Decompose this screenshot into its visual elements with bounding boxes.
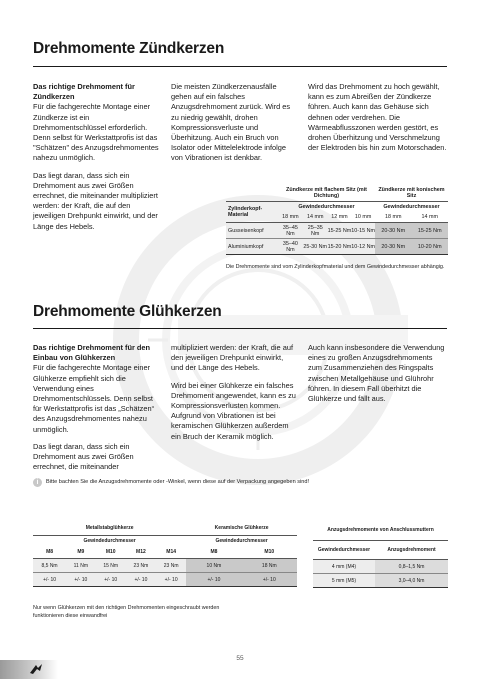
torque-cell: 20-30 Nm bbox=[375, 223, 411, 239]
header-conical-seat: Zündkerze mit konischem Sitz bbox=[375, 184, 448, 202]
size-cell: M8 bbox=[33, 546, 66, 559]
tolerance-cell: +/- 10 bbox=[33, 573, 66, 587]
spark-plug-torque-table bbox=[226, 184, 448, 255]
tolerance-cell: +/- 10 bbox=[126, 573, 156, 587]
thread-cell: 4 mm (M4) bbox=[313, 560, 375, 574]
size-cell: M14 bbox=[156, 546, 186, 559]
diameter-cell: 18 mm bbox=[375, 212, 411, 223]
tolerance-cell: +/- 10 bbox=[96, 573, 126, 587]
header-thread-diameter-flat: Gewindedurchmesser bbox=[298, 204, 355, 210]
torque-cell: 10-15 Nm bbox=[351, 223, 375, 239]
spark-heading: Das richtige Drehmoment für Zündkerzen bbox=[33, 82, 135, 102]
spark-col-2 bbox=[171, 82, 298, 171]
info-note: Bitte bachten Sie die Anzugsdrehmomente oder -Winkel, wenn diese auf der Verpackung angegeben sind! bbox=[46, 479, 310, 485]
header-torque: Anzugsdrehmoment bbox=[375, 541, 448, 560]
title-rule bbox=[33, 328, 447, 329]
size-cell: M10 bbox=[96, 546, 126, 559]
glow-col-3 bbox=[308, 343, 448, 411]
header-flat-seat: Zündkerze mit flachem Sitz (mit Dichtung) bbox=[278, 184, 375, 202]
info-icon: i bbox=[33, 478, 42, 487]
glow-col2-para2: Wird bei einer Glühkerze ein falsches Drehmoment angewendet, kann es zu Kompressionsverlusten kommen. Aufgrund von Vibrationen ist bei keramischen Glühkerzen außerdem ein Bruch der Keramik möglich. bbox=[171, 380, 296, 441]
diameter-cell: 18 mm bbox=[278, 212, 303, 223]
torque-cell: 23 Nm bbox=[126, 559, 156, 573]
spark-col1-para1: Für die fachgerechte Montage einer Zündkerze ist ein Drehmomentschlüssel erforderlich. Denn selbst für Werkstattprofis ist das "Schätzen" des Anzugsdrehmomentes nahezu unmöglich. bbox=[33, 102, 159, 163]
spark-col-3 bbox=[308, 82, 448, 160]
torque-cell: 15 Nm bbox=[96, 559, 126, 573]
table-row bbox=[313, 560, 448, 574]
size-cell: M10 bbox=[242, 546, 297, 559]
spark-col3-para: Wird das Drehmoment zu hoch gewählt, kann es zum Abreißen der Zündkerze führen. Auch kann das Gehäuse sich dehnen oder verdrehen. Die Wärmeabflusszonen werden gestört, es drohen Überhitzung und Verschmelzung der Elektroden bis hin zum Motorschaden. bbox=[308, 82, 447, 153]
brand-logo-icon bbox=[28, 662, 44, 676]
page-number: 55 bbox=[236, 655, 244, 662]
torque-cell: 18 Nm bbox=[242, 559, 297, 573]
tolerance-cell: +/- 10 bbox=[186, 573, 241, 587]
section-title-spark-plugs: Drehmomente Zündkerzen bbox=[33, 40, 225, 57]
torque-cell: 15-20 Nm bbox=[328, 239, 352, 255]
torque-cell: 15-25 Nm bbox=[411, 223, 448, 239]
torque-cell: 23 Nm bbox=[156, 559, 186, 573]
header-thread-diameter-metal: Gewindedurchmesser bbox=[83, 538, 136, 544]
header-cylinder-head-material: Zylinderkopf-Material bbox=[226, 202, 278, 223]
torque-cell: 3,0–4,0 Nm bbox=[375, 574, 448, 588]
glow-col-2 bbox=[171, 343, 296, 449]
terminal-nut-torque-table bbox=[313, 520, 448, 588]
spark-col2-para: Die meisten Zündkerzenausfälle gehen auf ein falsches Anzugsdrehmoment zurück. Wird es zu niedrig gewählt, drohen Kompressionsverluste und Überhitzung. Auch ein Bruch von Isolator oder Mittelelektrode infolge von Vibrationen ist denkbar. bbox=[171, 82, 291, 163]
glow-heading: Das richtige Drehmoment für den Einbau von Glühkerzen bbox=[33, 343, 151, 363]
table-row bbox=[33, 573, 297, 587]
torque-cell: 25–35 Nm bbox=[303, 223, 328, 239]
header-thread-diameter-conical: Gewindedurchmesser bbox=[383, 204, 440, 210]
torque-cell: 25-30 Nm bbox=[303, 239, 328, 255]
torque-cell: 10-12 Nm bbox=[351, 239, 375, 255]
tolerance-cell: +/- 10 bbox=[242, 573, 297, 587]
size-cell: M9 bbox=[66, 546, 95, 559]
table-row bbox=[226, 223, 448, 239]
header-ceramic-glow-plug: Keramische Glühkerze bbox=[186, 520, 297, 536]
diameter-cell: 10 mm bbox=[351, 212, 375, 223]
torque-cell: 10 Nm bbox=[186, 559, 241, 573]
size-cell: M8 bbox=[186, 546, 241, 559]
row-label: Gusseisenkopf bbox=[226, 223, 278, 239]
torque-cell: 35–40 Nm bbox=[278, 239, 303, 255]
glow-col1-para1: Für die fachgerechte Montage einer Glühkerze empfiehlt sich die Verwendung eines Drehmomentschlüssels. Denn selbst für Werkstattprofis ist das „Schätzen“ des Anzugsdrehmomentes nahezu unmöglich. bbox=[33, 363, 155, 434]
torque-cell: 15-25 Nm bbox=[328, 223, 352, 239]
size-cell: M12 bbox=[126, 546, 156, 559]
diameter-cell: 14 mm bbox=[411, 212, 448, 223]
header-thread-diameter-ceramic: Gewindedurchmesser bbox=[215, 538, 268, 544]
spark-col1-para2: Das liegt daran, dass sich ein Drehmoment aus zwei Größen errechnet, die miteinander multipliziert werden: der Kraft, die auf den jeweiligen Drehpunkt einwirkt, und der Länge des Hebels. bbox=[33, 170, 158, 231]
title-rule bbox=[33, 66, 447, 67]
section-title-glow-plugs: Drehmomente Glühkerzen bbox=[33, 303, 222, 320]
table-row bbox=[33, 559, 297, 573]
glow-plug-torque-table bbox=[33, 520, 297, 587]
glow-col2-para1: multipliziert werden: der Kraft, die auf den jeweiligen Drehpunkt einwirkt, und der Länge des Hebels. bbox=[171, 343, 293, 373]
glow-col-1 bbox=[33, 343, 161, 479]
tolerance-cell: +/- 10 bbox=[66, 573, 95, 587]
glow-col3-para: Auch kann insbesondere die Verwendung eines zu großen Anzugsdrehmoments zum Zusammenziehen des Ringspalts zwischen Metallgehäuse und Glührohr führen. In diesem Fall überhitzt die Glühkerze und fällt aus. bbox=[308, 343, 445, 404]
torque-cell: 10-20 Nm bbox=[411, 239, 448, 255]
spark-col-1 bbox=[33, 82, 161, 239]
header-terminal-nuts: Anzugsdrehmomente von Anschlussmuttern bbox=[313, 520, 448, 541]
diameter-cell: 14 mm bbox=[303, 212, 328, 223]
torque-cell: 0,8–1,5 Nm bbox=[375, 560, 448, 574]
tolerance-cell: +/- 10 bbox=[156, 573, 186, 587]
table-row bbox=[313, 574, 448, 588]
row-label: Aluminiumkopf bbox=[226, 239, 278, 255]
diameter-cell: 12 mm bbox=[328, 212, 352, 223]
header-metal-rod-glow-plug: Metallstabglühkerze bbox=[33, 520, 186, 536]
torque-cell: 35–45 Nm bbox=[278, 223, 303, 239]
table1-note: Die Drehmomente sind vom Zylinderkopfmaterial und dem Gewindedurchmesser abhängig. bbox=[226, 264, 445, 270]
torque-cell: 8,5 Nm bbox=[33, 559, 66, 573]
torque-cell: 11 Nm bbox=[66, 559, 95, 573]
header-thread-diameter: Gewindedurchmesser bbox=[313, 541, 375, 560]
thread-cell: 5 mm (M5) bbox=[313, 574, 375, 588]
bottom-note: Nur wenn Glühkerzen mit den richtigen Drehmomenten eingeschraubt werden funktionieren diese einwandfrei bbox=[33, 605, 220, 619]
torque-cell: 20-30 Nm bbox=[375, 239, 411, 255]
table-row bbox=[226, 239, 448, 255]
glow-col1-para2: Das liegt daran, dass sich ein Drehmoment aus zwei Größen errechnet, die miteinander bbox=[33, 441, 134, 472]
